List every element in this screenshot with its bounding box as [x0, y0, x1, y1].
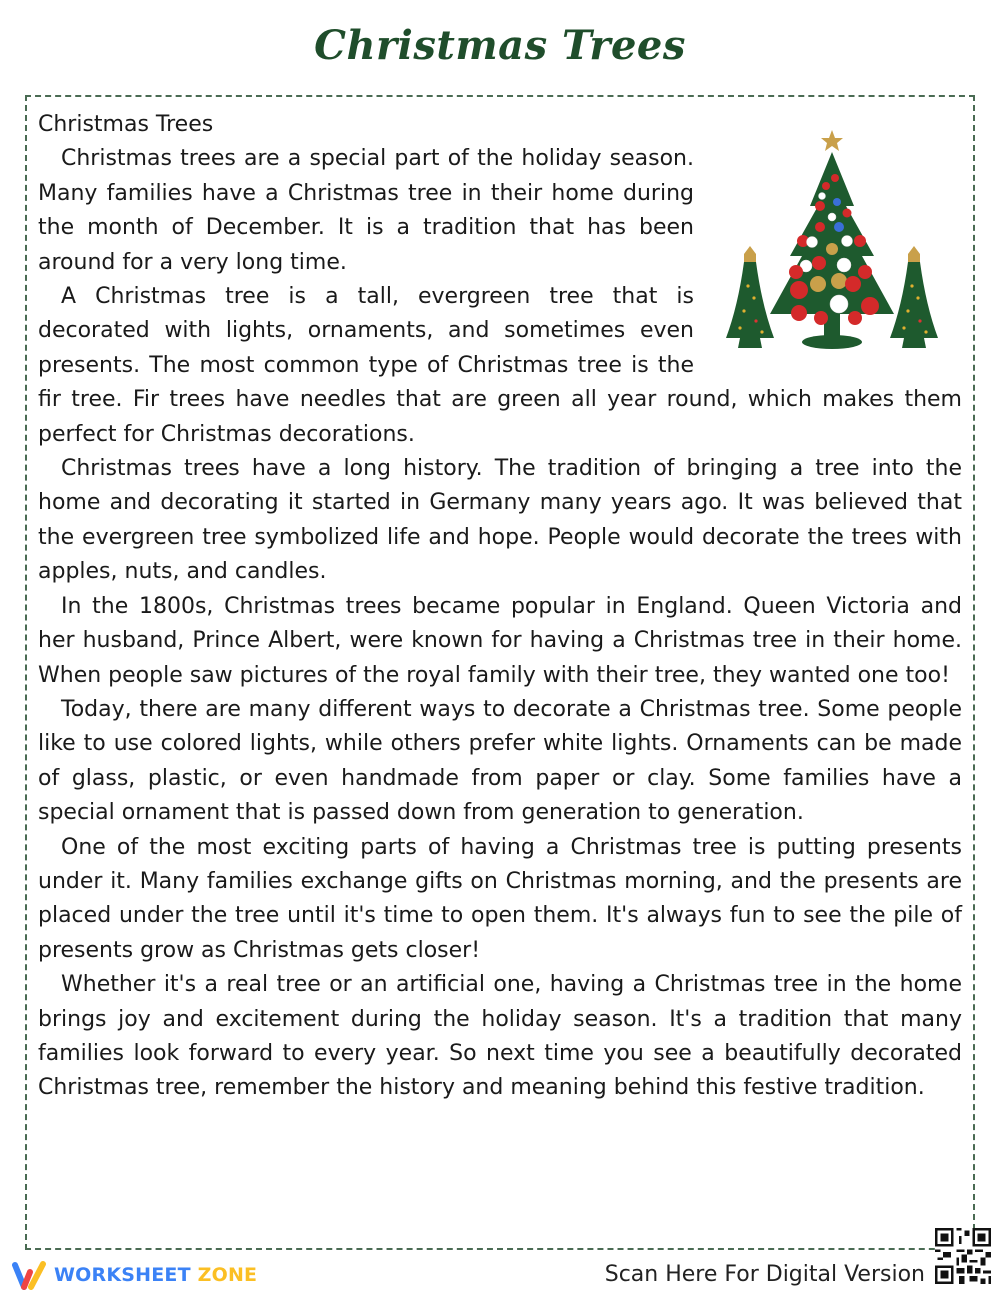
worksheetzone-logo[interactable]	[12, 1258, 257, 1292]
brand-name-part1: WORKSHEET	[54, 1264, 191, 1286]
paragraph-1: Christmas trees are a special part of the holiday season. Many families have a Christmas tree in their home during the month of December. It is a tradition that has been around for a very long time.	[38, 146, 694, 275]
worksheetzone-logo-icon	[12, 1260, 48, 1290]
scan-label: Scan Here For Digital Version	[604, 1262, 925, 1287]
paragraph-7: Whether it's a real tree or an artificial one, having a Christmas tree in the home brings joy and excitement during the holiday season. It's a tradition that many families look forward to every year. So next time you see a beautifully decorated Christmas tree, remember the history and meaning behind this festive tradition.	[38, 972, 962, 1101]
christmas-tree-icon	[704, 116, 966, 366]
brand-name-part2: ZONE	[197, 1264, 258, 1286]
brand-name	[54, 1264, 257, 1286]
paragraph-4: In the 1800s, Christmas trees became popular in England. Queen Victoria and her husband, Prince Albert, were known for having a Christmas tree in their home. When people saw pictures of the royal family with their tree, they wanted one too!	[38, 593, 962, 688]
paragraph-2: A Christmas tree is a tall, evergreen tree that is decorated with lights, ornaments, and sometimes even presents. The most common type of Christmas tree is the fir tree. Fir trees have needles that are green all year round, which makes them perfect for Christmas decorations.	[38, 284, 962, 447]
article-body	[38, 108, 962, 1106]
paragraph-6: One of the most exciting parts of having a Christmas tree is putting presents under it. Many families exchange gifts on Christmas morning, and the presents are placed under the tree until it's time to open them. It's always fun to see the pile of presents grow as Christmas gets closer!	[38, 834, 962, 963]
qr-code-icon[interactable]	[935, 1228, 991, 1284]
paragraph-5: Today, there are many different ways to decorate a Christmas tree. Some people like to use colored lights, while others prefer white lights. Ornaments can be made of glass, plastic, or even handmade from paper or clay. Some families have a special ornament that is passed down from generation to generation.	[38, 696, 962, 826]
paragraph-3: Christmas trees have a long history. The tradition of bringing a tree into the home and decorating it started in Germany many years ago. It was believed that the evergreen tree symbolized life and hope. People would decorate the trees with apples, nuts, and candles.	[38, 456, 962, 585]
page-title: Christmas Trees	[314, 22, 686, 69]
article-heading: Christmas Trees	[38, 112, 214, 137]
